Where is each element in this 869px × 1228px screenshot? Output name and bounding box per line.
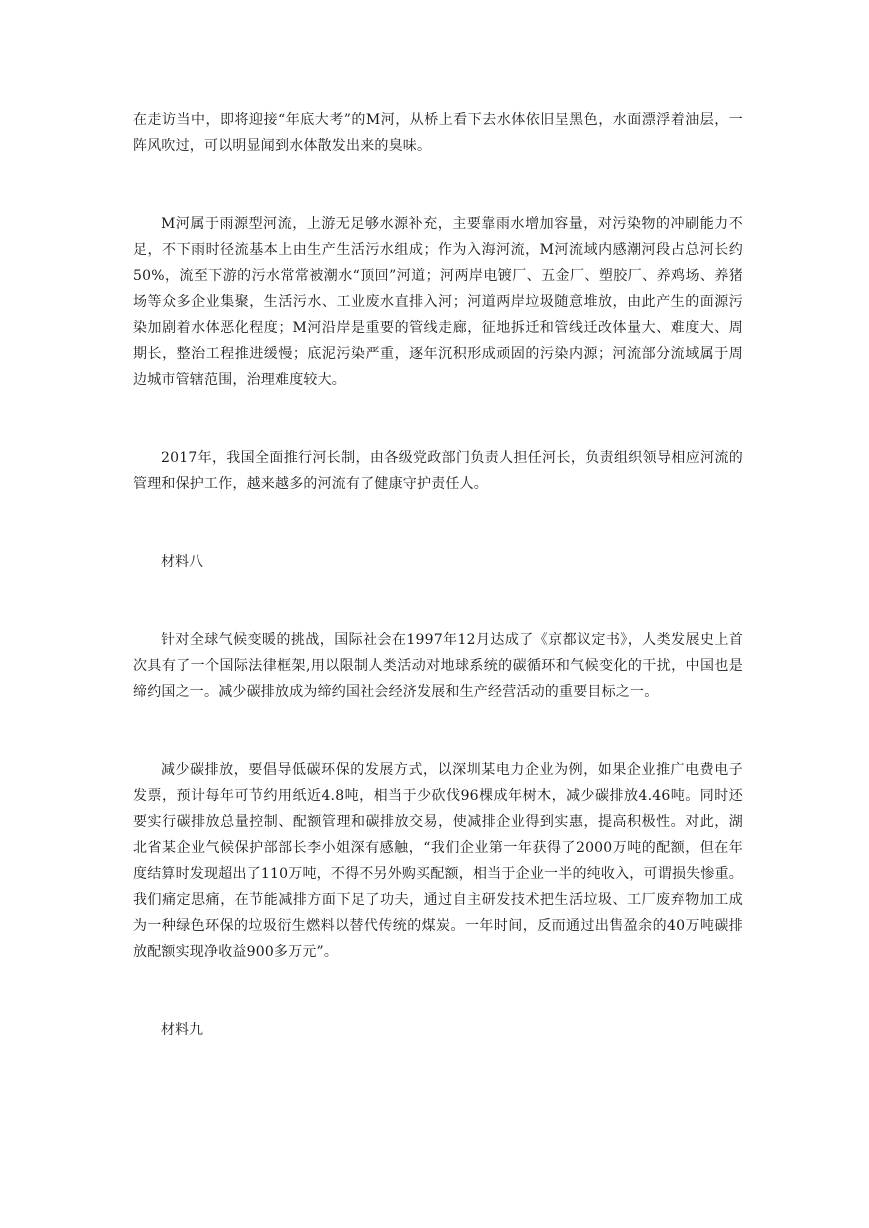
- section-heading-material-8: 材料八: [161, 554, 203, 570]
- paragraph-river-problems: M河属于雨源型河流，上游无足够水源补充，主要靠雨水增加容量，对污染物的冲刷能力不足，不下雨时径流基本上由生产生活污水组成；作为入海河流，M河流域内感潮河段占总河长约50%，流至下游的污水常常被潮水“顶回”河道；河两岸电镀厂、五金厂、塑胶厂、养鸡场、养猪场等众多企业集聚，生活污水、工业废水直排入河；河道两岸垃圾随意堆放，由此产生的面源污染加剧着水体恶化程度；M河沿岸是重要的管线走廊，征地拆迁和管线迁改体量大、难度大、周期长，整治工程推进缓慢；底泥污染严重，逐年沉积形成顽固的污染内源；河流部分流域属于周边城市管辖范围，治理难度较大。: [133, 216, 743, 388]
- document-page: [133, 107, 743, 1095]
- paragraph-river-chief: 2017年，我国全面推行河长制，由各级党政部门负责人担任河长，负责组织领导相应河流的管理和保护工作，越来越多的河流有了健康守护责任人。: [133, 450, 743, 492]
- paragraph-carbon-reduction: 减少碳排放，要倡导低碳环保的发展方式，以深圳某电力企业为例，如果企业推广电费电子发票，预计每年可节约用纸近4.8吨，相当于少砍伐96棵成年树木，减少碳排放4.46吨。同时还要实行碳排放总量控制、配额管理和碳排放交易，使减排企业得到实惠，提高积极性。对此，湖北省某企业气候保护部部长李小姐深有感触，“我们企业第一年获得了2000万吨的配额，但在年度结算时发现超出了110万吨，不得不另外购买配额，相当于企业一半的纯收入，可谓损失惨重。我们痛定思痛，在节能减排方面下足了功夫，通过自主研发技术把生活垃圾、工厂废弃物加工成为一种绿色环保的垃圾衍生燃料以替代传统的煤炭。一年时间，反而通过出售盈余的40万吨碳排放配额实现净收益900多万元”。: [133, 762, 743, 960]
- paragraph-kyoto-protocol: 针对全球气候变暖的挑战，国际社会在1997年12月达成了《京都议定书》，人类发展史上首次具有了一个国际法律框架,用以限制人类活动对地球系统的碳循环和气候变化的干扰，中国也是缔约国之一。减少碳排放成为缔约国社会经济发展和生产经营活动的重要目标之一。: [133, 632, 743, 700]
- section-heading-material-9: 材料九: [161, 1022, 203, 1038]
- paragraph-river-visit: 在走访当中，即将迎接“年底大考”的M河，从桥上看下去水体依旧呈黑色，水面漂浮着油层，一阵风吹过，可以明显闻到水体散发出来的臭味。: [133, 112, 743, 154]
